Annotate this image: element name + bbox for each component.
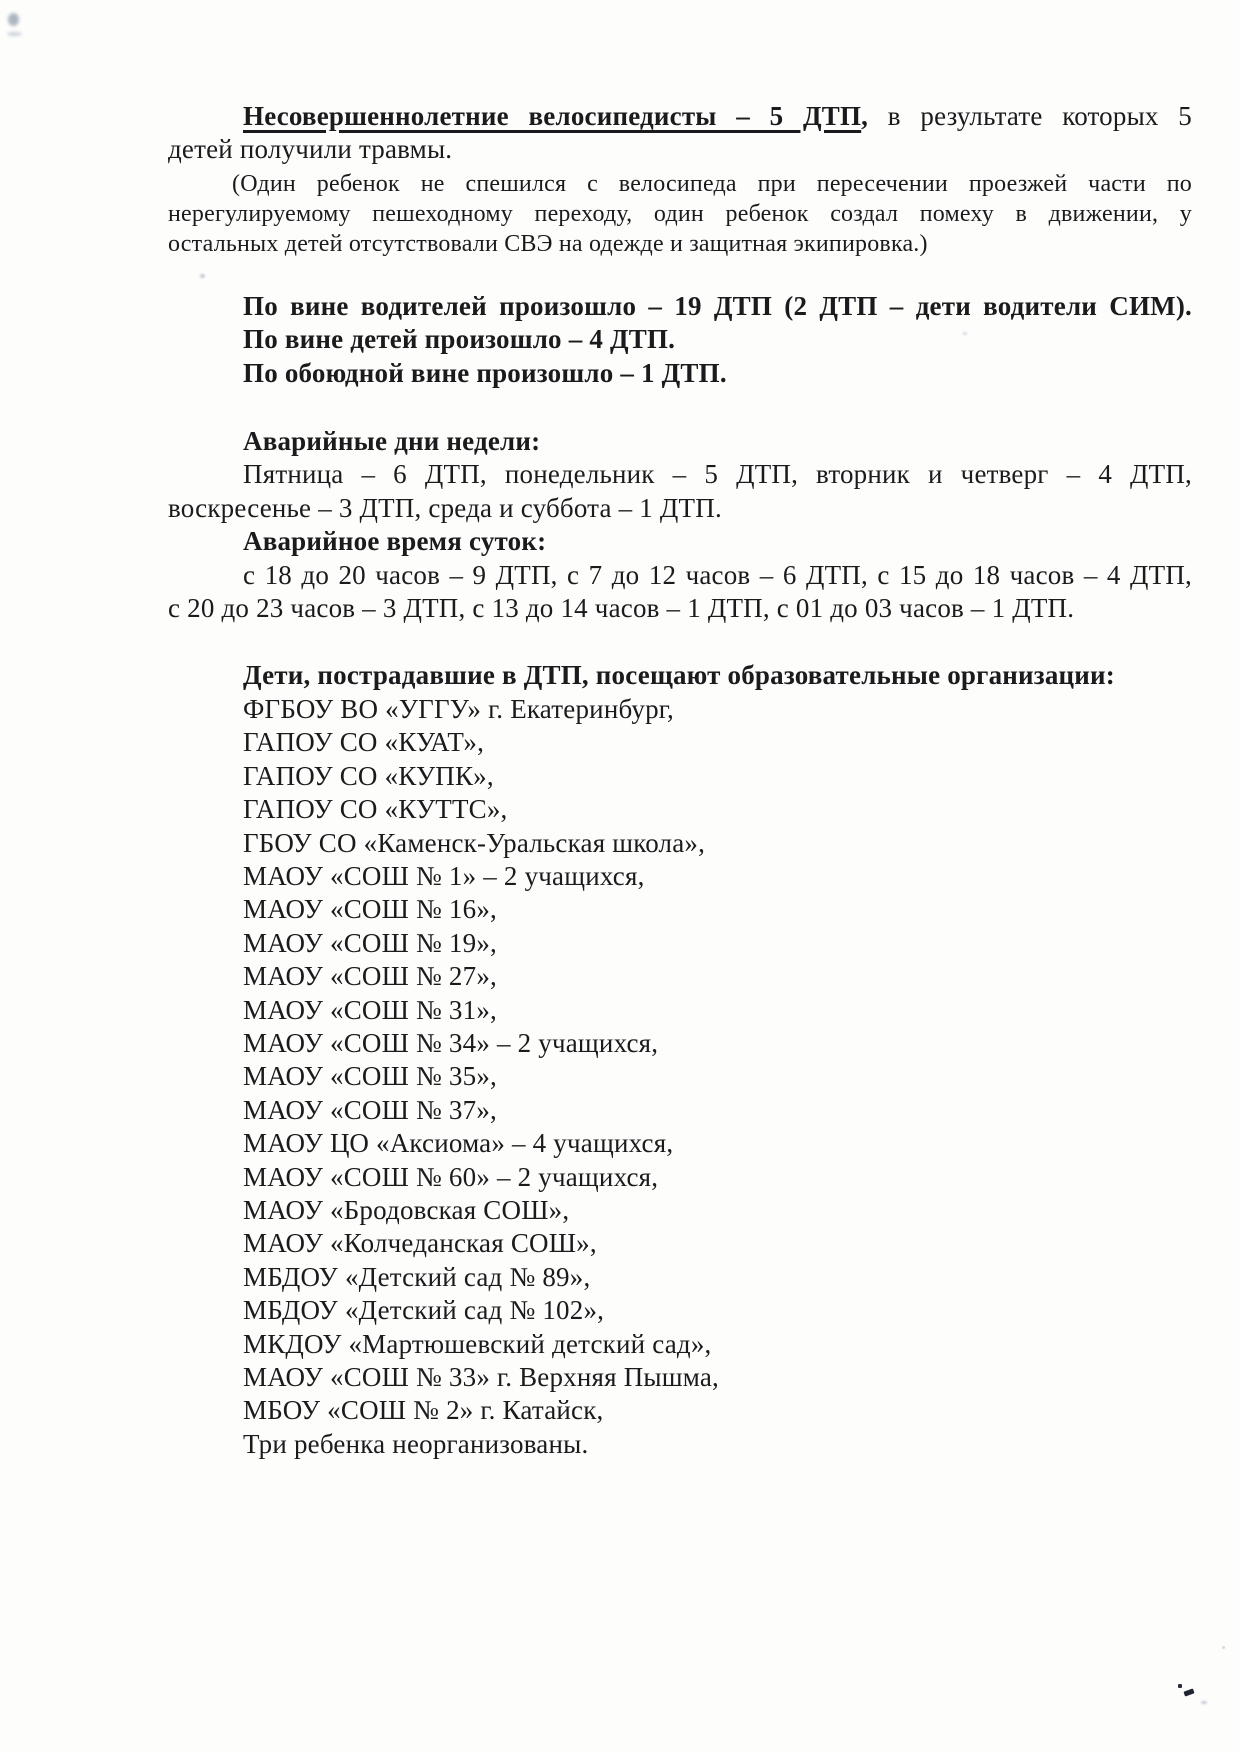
scan-speck <box>200 274 205 278</box>
scan-speck <box>7 32 22 36</box>
orgs-list <box>168 693 1192 1461</box>
scan-speck <box>1222 1646 1225 1649</box>
report-body <box>168 100 1192 1461</box>
org-list-item: МАОУ «СОШ № 37», <box>243 1094 497 1125</box>
org-list-item: ГАПОУ СО «КУТТС», <box>243 794 508 825</box>
org-list-item: ГАПОУ СО «КУАТ», <box>243 727 485 758</box>
org-list-item: МАОУ «СОШ № 60» – 2 учащихся, <box>243 1161 659 1192</box>
fault-line-mutual: По обоюдной вине произошло – 1 ДТП. <box>243 357 727 388</box>
accident-hours-line-2: с 20 до 23 часов – 3 ДТП, с 13 до 14 часов – 1 ДТП, с 01 до 03 часов – 1 ДТП. <box>168 593 1075 624</box>
orgs-section <box>168 659 1192 1461</box>
scan-speck <box>1183 1688 1194 1696</box>
org-list-item: МАОУ «СОШ № 19», <box>243 927 497 958</box>
org-list-item: МАОУ «СОШ № 34» – 2 учащихся, <box>243 1027 659 1058</box>
orgs-title: Дети, пострадавшие в ДТП, посещают образовательные организации: <box>243 660 1115 691</box>
heading-comma: , <box>861 101 869 131</box>
fault-summary <box>168 290 1192 390</box>
org-list-item: ГБОУ СО «Каменск-Уральская школа», <box>243 827 706 858</box>
scan-speck <box>1201 1701 1207 1704</box>
org-list-item: МАОУ «СОШ № 1» – 2 учащихся, <box>243 860 645 891</box>
heading-line-1 <box>168 100 1192 133</box>
accident-time-section <box>168 425 1192 625</box>
org-list-item: МАОУ «СОШ № 16», <box>243 894 497 925</box>
org-list-item: МАОУ «Бродовская СОШ», <box>243 1194 570 1225</box>
org-list-item: МАОУ «СОШ № 27», <box>243 961 497 992</box>
org-list-item: МБДОУ «Детский сад № 89», <box>243 1261 591 1292</box>
note-line: остальных детей отсутствовали СВЭ на одежде и защитная экипировка.) <box>168 230 928 257</box>
scan-speck <box>1178 1684 1182 1688</box>
scan-speck <box>8 13 19 26</box>
org-list-item: ФГБОУ ВО «УГГУ» г. Екатеринбург, <box>243 693 674 724</box>
org-list-item: МАОУ «Колчеданская СОШ», <box>243 1228 597 1259</box>
org-list-item: МБДОУ «Детский сад № 102», <box>243 1295 605 1326</box>
org-list-item: Три ребенка неорганизованы. <box>243 1428 589 1459</box>
fault-line-children: По вине детей произошло – 4 ДТП. <box>243 324 676 355</box>
org-list-item: МАОУ ЦО «Аксиома» – 4 учащихся, <box>243 1128 674 1159</box>
accident-hours-line-1: с 18 до 20 часов – 9 ДТП, с 7 до 12 часов – 6 ДТП, с 15 до 18 часов – 4 ДТП, <box>243 559 1192 590</box>
note-line: нерегулируемому пешеходному переходу, один ребенок создал помеху в движении, у <box>168 200 1192 227</box>
heading-underlined-text: Несовершеннолетние велосипедисты – 5 ДТП <box>243 101 862 131</box>
fault-line-drivers: По вине водителей произошло – 19 ДТП (2 ДТП – дети водители СИМ). <box>243 290 1192 321</box>
accident-days-title: Аварийные дни недели: <box>243 426 541 457</box>
accident-hours-title: Аварийное время суток: <box>243 526 547 557</box>
accident-days-line-2: воскресенье – 3 ДТП, среда и суббота – 1 ДТП. <box>168 492 722 523</box>
scan-speck <box>963 332 967 335</box>
org-list-item: МБОУ «СОШ № 2» г. Катайск, <box>243 1395 604 1426</box>
heading-line-2: детей получили травмы. <box>168 134 453 165</box>
org-list-item: МКДОУ «Мартюшевский детский сад», <box>243 1328 712 1359</box>
accident-note <box>168 169 1192 259</box>
org-list-item: МАОУ «СОШ № 33» г. Верхняя Пышма, <box>243 1362 719 1392</box>
org-list-item: МАОУ «СОШ № 35», <box>243 1061 497 1092</box>
org-list-item: МАОУ «СОШ № 31», <box>243 994 497 1025</box>
accident-days-line-1: Пятница – 6 ДТП, понедельник – 5 ДТП, вторник и четверг – 4 ДТП, <box>243 459 1192 490</box>
heading-tail-text: в результате которых 5 <box>868 101 1192 131</box>
note-line: (Один ребенок не спешился с велосипеда при пересечении проезжей части по <box>232 170 1192 197</box>
org-list-item: ГАПОУ СО «КУПК», <box>243 760 494 791</box>
